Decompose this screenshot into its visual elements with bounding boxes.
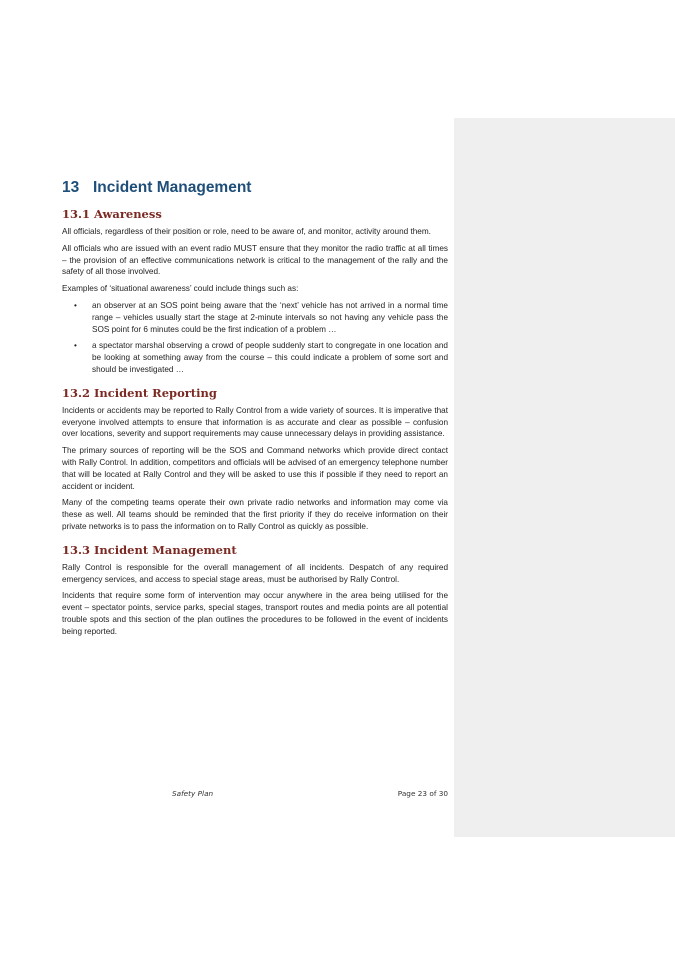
section-incident-management bbox=[62, 543, 448, 638]
paragraph: All officials, regardless of their position or role, need to be aware of, and monitor, activity around them. bbox=[62, 227, 431, 236]
comment-pane bbox=[454, 118, 675, 837]
section-heading bbox=[62, 386, 448, 400]
paragraph: Many of the competing teams operate their own private radio networks and information may come via these as well. All teams should be reminded that the first priority if they do receive information on their private networks is to pass the information on to Rally Control as quickly as possible. bbox=[62, 498, 448, 531]
paragraph: All officials who are issued with an event radio MUST ensure that they monitor the radio traffic at all times – the provision of an effective communications network is critical to the management of the rally and the safety of all those involved. bbox=[62, 243, 448, 277]
chapter-heading bbox=[62, 179, 448, 197]
paragraph: Rally Control is responsible for the overall management of all incidents. Despatch of any required emergency services, and access to special stage areas, must be authorised by Rally Control. bbox=[62, 562, 448, 584]
section-number: 13.1 bbox=[62, 207, 91, 221]
section-heading bbox=[62, 543, 448, 557]
section-title: Incident Management bbox=[94, 542, 237, 557]
section-incident-reporting bbox=[62, 386, 448, 533]
chapter-number: 13 bbox=[62, 179, 80, 196]
footer-page-number: Page 23 of 30 bbox=[397, 789, 448, 798]
page-footer bbox=[172, 789, 448, 801]
bullet-list bbox=[62, 300, 448, 376]
page-content bbox=[62, 179, 448, 643]
paragraph: Incidents that require some form of intervention may occur anywhere in the area being utilised for the event – spectator points, service parks, special stages, transport routes and media points are all potential trouble spots and this section of the plan outlines the procedures to be followed in the event of incidents being reported. bbox=[62, 591, 448, 636]
section-heading bbox=[62, 207, 448, 221]
bullet-item: • an observer at an SOS point being aware that the ‘next’ vehicle has not arrived in a normal time range – vehicles usually start the stage at 2-minute intervals so not having any vehicle pass the SOS point for 6 minutes could be the first indication of a problem … bbox=[62, 300, 448, 335]
paragraph: The primary sources of reporting will be the SOS and Command networks which provide direct contact with Rally Control. In addition, competitors and officials will be advised of an emergency telephone number that will be located at Rally Control and they will be asked to use this if possible if they need to report an accident or incident. bbox=[62, 446, 448, 491]
paragraph: Examples of ‘situational awareness’ could include things such as: bbox=[62, 284, 299, 294]
section-number: 13.2 bbox=[62, 385, 91, 400]
chapter-title: Incident Management bbox=[93, 179, 252, 196]
section-number: 13.3 bbox=[62, 542, 91, 557]
section-awareness bbox=[62, 207, 448, 376]
footer-document-name: Safety Plan bbox=[172, 789, 214, 798]
section-title: Incident Reporting bbox=[94, 385, 217, 400]
bullet-item: • a spectator marshal observing a crowd of people suddenly start to congregate in one location and be looking at something away from the course – this could indicate a problem of some sort and should be investigated … bbox=[62, 340, 448, 375]
section-title: Awareness bbox=[94, 207, 162, 221]
paragraph: Incidents or accidents may be reported to Rally Control from a wide variety of sources. It is imperative that everyone involved attempts to ensure that information is as accurate and clear as possible – confusion over locations, severity and support requirements may cause unnecessary delays in providing assistance. bbox=[62, 405, 448, 439]
